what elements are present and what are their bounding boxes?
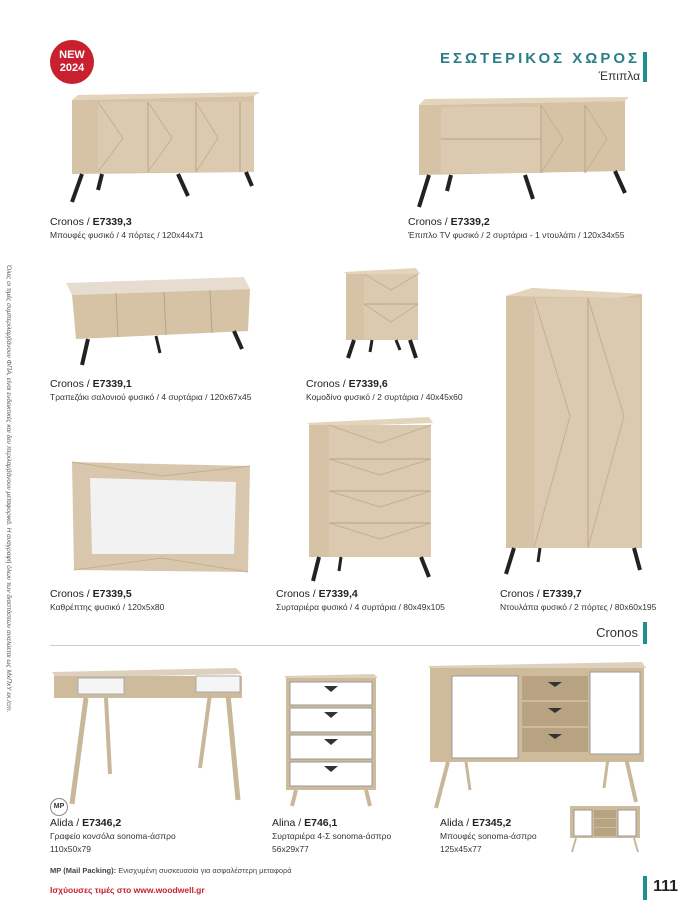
product-description: Ντουλάπα φυσικό / 2 πόρτες / 80x60x195	[500, 602, 657, 612]
website-link[interactable]: Ισχύουσες τιμές στο www.woodwell.gr	[50, 885, 205, 895]
mail-packing-text: Ενισχυμένη συσκευασία για ασφαλέστερη μεταφορά	[116, 866, 292, 875]
product-code: E7345,2	[472, 817, 512, 829]
product-caption	[276, 588, 445, 614]
mail-packing-icon: MP	[50, 798, 68, 816]
wardrobe-e7339-7-image	[500, 286, 646, 582]
page-number: 111	[653, 878, 678, 895]
product-code: E7339,5	[92, 588, 132, 600]
product-description: Έπιπλο TV φυσικό / 2 συρτάρια - 1 ντουλάπι / 120x34x55	[408, 230, 625, 240]
product-caption	[306, 378, 463, 404]
product-code: E7346,2	[82, 817, 122, 829]
product-name: Cronos /	[306, 378, 349, 390]
header-accent-bar	[643, 52, 647, 82]
product-dimensions: 125x45x77	[440, 844, 482, 854]
page-subtitle: Έπιπλα	[598, 69, 640, 83]
product-dimensions: 56x29x77	[272, 844, 309, 854]
side-disclaimer-text: Όλες οι τιμές συμπεριλαμβάνουν ΦΠΑ, είναι ενδεικτικές και δεν περιλαμβάνουν μεταφορικά. Η αναγραφή όλων των διαστάσεων αναλύεται ως ΜxΠxΥ εκ./cm.	[5, 265, 12, 713]
product-code: E7339,3	[92, 216, 132, 228]
product-caption	[50, 588, 164, 614]
product-caption	[50, 216, 204, 242]
page-title: ΕΣΩΤΕΡΙΚΟΣ ΧΩΡΟΣ	[439, 50, 640, 67]
product-code: E7339,6	[348, 378, 388, 390]
tv-unit-e7339-2-image	[415, 95, 631, 210]
section-divider	[50, 645, 640, 646]
product-description: Κομοδίνο φυσικό / 2 συρτάρια / 40x45x60	[306, 392, 463, 402]
product-code: E7339,2	[450, 216, 490, 228]
product-code: E7339,7	[542, 588, 582, 600]
page-number-accent-bar	[643, 876, 647, 900]
product-caption	[50, 817, 176, 856]
mirror-e7339-5-image	[70, 460, 254, 576]
product-name: Cronos /	[50, 378, 93, 390]
product-description: Συρταριέρα φυσικό / 4 συρτάρια / 80x49x105	[276, 602, 445, 612]
chest-e746-1-image	[282, 672, 380, 812]
product-caption	[50, 378, 252, 404]
badge-line2: 2024	[59, 62, 85, 74]
product-name: Alida /	[440, 817, 473, 829]
mail-packing-note	[50, 866, 292, 875]
product-name: Alida /	[50, 817, 83, 829]
product-name: Cronos /	[500, 588, 543, 600]
product-description: Συρταριέρα 4-Σ sonoma-άσπρο	[272, 831, 392, 841]
product-code: E7339,1	[92, 378, 132, 390]
product-caption	[272, 817, 391, 856]
product-description: Γραφείο κονσόλα sonoma-άσπρο	[50, 831, 176, 841]
sideboard-e7339-3-image	[68, 90, 264, 205]
product-description: Καθρέπτης φυσικό / 120x5x80	[50, 602, 165, 612]
product-caption	[440, 817, 537, 856]
side-disclaimer	[0, 265, 14, 845]
sideboard-e7345-2-image	[426, 660, 648, 814]
product-caption	[408, 216, 624, 242]
badge-line1: NEW	[59, 49, 85, 61]
product-description: Μπουφές φυσικό / 4 πόρτες / 120x44x71	[50, 230, 204, 240]
series-label: Cronos	[596, 625, 638, 640]
product-name: Cronos /	[50, 588, 93, 600]
product-name: Cronos /	[50, 216, 93, 228]
product-description: Τραπεζάκι σαλονιού φυσικό / 4 συρτάρια / 120x67x45	[50, 392, 252, 402]
product-name: Alina /	[272, 817, 305, 829]
product-name: Cronos /	[276, 588, 319, 600]
product-description: Μπουφές sonoma-άσπρο	[440, 831, 537, 841]
product-dimensions: 110x50x79	[50, 844, 91, 854]
sideboard-open-thumbnail	[566, 802, 644, 854]
new-2024-badge	[50, 40, 94, 84]
section-header	[440, 50, 640, 83]
mail-packing-label: MP (Mail Packing):	[50, 866, 117, 875]
product-code: E746,1	[304, 817, 338, 829]
product-caption	[500, 588, 656, 614]
coffee-table-e7339-1-image	[64, 273, 250, 368]
desk-e7346-2-image	[50, 664, 246, 814]
product-name: Cronos /	[408, 216, 451, 228]
chest-e7339-4-image	[305, 415, 435, 585]
series-accent-bar	[643, 622, 647, 644]
nightstand-e7339-6-image	[342, 266, 422, 364]
product-code: E7339,4	[318, 588, 358, 600]
